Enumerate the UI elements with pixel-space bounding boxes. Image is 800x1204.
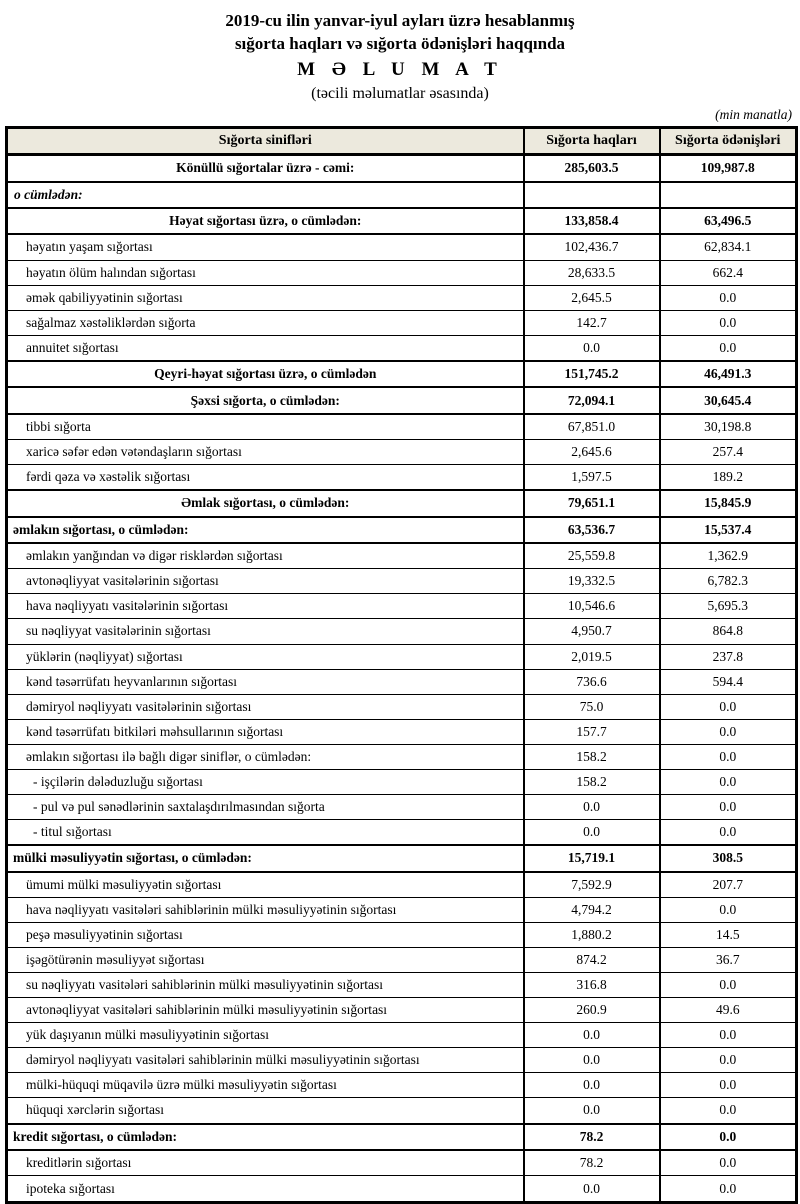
- payments-cell: 109,987.8: [660, 155, 797, 182]
- premiums-cell: 874.2: [524, 947, 660, 972]
- table-row: [7, 208, 797, 234]
- insurance-class-cell: Könüllü sığortalar üzrə - cəmi:: [7, 155, 524, 182]
- insurance-class-cell: avtonəqliyyat vasitələrinin sığortası: [7, 569, 524, 594]
- insurance-class-cell: ipoteka sığortası: [7, 1176, 524, 1203]
- table-header: [7, 128, 797, 155]
- payments-cell: 30,645.4: [660, 387, 797, 413]
- insurance-class-cell: tibbi sığorta: [7, 414, 524, 440]
- table-row: [7, 1124, 797, 1150]
- insurance-class-cell: peşə məsuliyyətinin sığortası: [7, 922, 524, 947]
- premiums-cell: 79,651.1: [524, 490, 660, 516]
- payments-cell: 30,198.8: [660, 414, 797, 440]
- payments-cell: 0.0: [660, 744, 797, 769]
- premiums-cell: 28,633.5: [524, 260, 660, 285]
- payments-cell: 0.0: [660, 694, 797, 719]
- table-row: [7, 569, 797, 594]
- header-insurance-classes: Sığorta sinifləri: [7, 128, 524, 155]
- insurance-class-cell: həyatın yaşam sığortası: [7, 234, 524, 260]
- premiums-cell: 142.7: [524, 310, 660, 335]
- table-row: [7, 794, 797, 819]
- table-row: [7, 543, 797, 569]
- payments-cell: 15,537.4: [660, 517, 797, 543]
- premiums-cell: 72,094.1: [524, 387, 660, 413]
- table-row: [7, 1098, 797, 1124]
- insurance-class-cell: işəgötürənin məsuliyyət sığortası: [7, 947, 524, 972]
- insurance-class-cell: annuitet sığortası: [7, 335, 524, 361]
- insurance-class-cell: dəmiryol nəqliyyatı vasitələrinin sığortası: [7, 694, 524, 719]
- premiums-cell: 4,950.7: [524, 619, 660, 644]
- insurance-class-cell: ümumi mülki məsuliyyətin sığortası: [7, 872, 524, 898]
- title-line-3: M Ə L U M A T: [297, 59, 503, 80]
- table-row: [7, 769, 797, 794]
- payments-cell: 207.7: [660, 872, 797, 898]
- title-line-4: (təcili məlumatlar əsasında): [311, 85, 489, 102]
- table-row: [7, 719, 797, 744]
- payments-cell: 257.4: [660, 440, 797, 465]
- payments-cell: 189.2: [660, 465, 797, 491]
- premiums-cell: 0.0: [524, 819, 660, 845]
- table-row: [7, 872, 797, 898]
- insurance-class-cell: Qeyri-həyat sığortası üzrə, o cümlədən: [7, 361, 524, 387]
- premiums-cell: 0.0: [524, 1023, 660, 1048]
- insurance-class-cell: əmlakın yanğından və digər risklərdən sığortası: [7, 543, 524, 569]
- payments-cell: [660, 182, 797, 208]
- table-row: [7, 1048, 797, 1073]
- payments-cell: 308.5: [660, 845, 797, 871]
- table-row: [7, 819, 797, 845]
- premiums-cell: 1,880.2: [524, 922, 660, 947]
- payments-cell: 0.0: [660, 1176, 797, 1203]
- premiums-cell: 7,592.9: [524, 872, 660, 898]
- insurance-class-cell: avtonəqliyyat vasitələri sahiblərinin mülki məsuliyyətinin sığortası: [7, 998, 524, 1023]
- insurance-class-cell: fərdi qəza və xəstəlik sığortası: [7, 465, 524, 491]
- table-row: [7, 744, 797, 769]
- table-row: [7, 285, 797, 310]
- premiums-cell: 0.0: [524, 794, 660, 819]
- table-row: [7, 644, 797, 669]
- premiums-cell: 25,559.8: [524, 543, 660, 569]
- table-row: [7, 619, 797, 644]
- premiums-cell: 0.0: [524, 1176, 660, 1203]
- premiums-cell: 316.8: [524, 972, 660, 997]
- insurance-class-cell: Həyat sığortası üzrə, o cümlədən:: [7, 208, 524, 234]
- table-row: [7, 694, 797, 719]
- table-row: [7, 361, 797, 387]
- payments-cell: 0.0: [660, 1073, 797, 1098]
- payments-cell: 0.0: [660, 719, 797, 744]
- header-premiums: Sığorta haqları: [524, 128, 660, 155]
- payments-cell: 237.8: [660, 644, 797, 669]
- table-row: [7, 517, 797, 543]
- table-row: [7, 387, 797, 413]
- insurance-class-cell: kənd təsərrüfatı heyvanlarının sığortası: [7, 669, 524, 694]
- payments-cell: 864.8: [660, 619, 797, 644]
- header-payments: Sığorta ödənişləri: [660, 128, 797, 155]
- insurance-class-cell: dəmiryol nəqliyyatı vasitələri sahiblərinin mülki məsuliyyətinin sığortası: [7, 1048, 524, 1073]
- insurance-class-cell: - pul və pul sənədlərinin saxtalaşdırılmasından sığorta: [7, 794, 524, 819]
- premiums-cell: 102,436.7: [524, 234, 660, 260]
- insurance-class-cell: Şəxsi sığorta, o cümlədən:: [7, 387, 524, 413]
- premiums-cell: 0.0: [524, 335, 660, 361]
- payments-cell: 1,362.9: [660, 543, 797, 569]
- premiums-cell: 67,851.0: [524, 414, 660, 440]
- insurance-class-cell: mülki məsuliyyətin sığortası, o cümlədən:: [7, 845, 524, 871]
- insurance-class-cell: - işçilərin dələduzluğu sığortası: [7, 769, 524, 794]
- premiums-cell: 0.0: [524, 1098, 660, 1124]
- premiums-cell: 75.0: [524, 694, 660, 719]
- payments-cell: 0.0: [660, 897, 797, 922]
- payments-cell: 0.0: [660, 1098, 797, 1124]
- table-row: [7, 998, 797, 1023]
- premiums-cell: 2,645.6: [524, 440, 660, 465]
- header-row: [7, 128, 797, 155]
- document-title: [0, 0, 800, 105]
- payments-cell: 49.6: [660, 998, 797, 1023]
- premiums-cell: [524, 182, 660, 208]
- premiums-cell: 260.9: [524, 998, 660, 1023]
- payments-cell: 36.7: [660, 947, 797, 972]
- table-row: [7, 922, 797, 947]
- payments-cell: 0.0: [660, 769, 797, 794]
- payments-cell: 0.0: [660, 1150, 797, 1176]
- title-line-1: 2019-cu ilin yanvar-iyul ayları üzrə hesablanmış: [225, 11, 575, 30]
- payments-cell: 0.0: [660, 1023, 797, 1048]
- title-line-2: sığorta haqları və sığorta ödənişləri haqqında: [234, 34, 566, 53]
- table-row: [7, 414, 797, 440]
- payments-cell: 0.0: [660, 794, 797, 819]
- premiums-cell: 4,794.2: [524, 897, 660, 922]
- table-row: [7, 155, 797, 182]
- premiums-cell: 151,745.2: [524, 361, 660, 387]
- payments-cell: 0.0: [660, 335, 797, 361]
- table-row: [7, 897, 797, 922]
- premiums-cell: 157.7: [524, 719, 660, 744]
- premiums-cell: 285,603.5: [524, 155, 660, 182]
- payments-cell: 0.0: [660, 285, 797, 310]
- payments-cell: 0.0: [660, 1048, 797, 1073]
- insurance-class-cell: əmək qabiliyyətinin sığortası: [7, 285, 524, 310]
- premiums-cell: 63,536.7: [524, 517, 660, 543]
- insurance-class-cell: hava nəqliyyatı vasitələri sahiblərinin mülki məsuliyyətinin sığortası: [7, 897, 524, 922]
- table-row: [7, 335, 797, 361]
- unit-note: (min manatla): [715, 107, 792, 122]
- insurance-class-cell: Əmlak sığortası, o cümlədən:: [7, 490, 524, 516]
- insurance-class-cell: mülki-hüquqi müqavilə üzrə mülki məsuliyyətin sığortası: [7, 1073, 524, 1098]
- payments-cell: 62,834.1: [660, 234, 797, 260]
- table-row: [7, 972, 797, 997]
- payments-cell: 0.0: [660, 310, 797, 335]
- table-row: [7, 594, 797, 619]
- premiums-cell: 0.0: [524, 1073, 660, 1098]
- insurance-class-cell: həyatın ölüm halından sığortası: [7, 260, 524, 285]
- payments-cell: 5,695.3: [660, 594, 797, 619]
- insurance-class-cell: sağalmaz xəstəliklərdən sığorta: [7, 310, 524, 335]
- insurance-class-cell: su nəqliyyatı vasitələri sahiblərinin mülki məsuliyyətinin sığortası: [7, 972, 524, 997]
- payments-cell: 46,491.3: [660, 361, 797, 387]
- table-row: [7, 1150, 797, 1176]
- payments-cell: 0.0: [660, 1124, 797, 1150]
- payments-cell: 0.0: [660, 972, 797, 997]
- table-row: [7, 465, 797, 491]
- table-row: [7, 260, 797, 285]
- payments-cell: 594.4: [660, 669, 797, 694]
- table-row: [7, 845, 797, 871]
- payments-cell: 14.5: [660, 922, 797, 947]
- table-row: [7, 310, 797, 335]
- premiums-cell: 78.2: [524, 1150, 660, 1176]
- premiums-cell: 19,332.5: [524, 569, 660, 594]
- insurance-class-cell: xaricə səfər edən vətəndaşların sığortası: [7, 440, 524, 465]
- table-row: [7, 1176, 797, 1203]
- table-row: [7, 947, 797, 972]
- insurance-class-cell: su nəqliyyat vasitələrinin sığortası: [7, 619, 524, 644]
- insurance-class-cell: hüquqi xərclərin sığortası: [7, 1098, 524, 1124]
- payments-cell: 15,845.9: [660, 490, 797, 516]
- premiums-cell: 2,019.5: [524, 644, 660, 669]
- insurance-class-cell: kreditlərin sığortası: [7, 1150, 524, 1176]
- insurance-class-cell: yük daşıyanın mülki məsuliyyətinin sığortası: [7, 1023, 524, 1048]
- insurance-table: [5, 126, 798, 1204]
- insurance-class-cell: kənd təsərrüfatı bitkiləri məhsullarının sığortası: [7, 719, 524, 744]
- premiums-cell: 736.6: [524, 669, 660, 694]
- insurance-class-cell: o cümlədən:: [7, 182, 524, 208]
- premiums-cell: 1,597.5: [524, 465, 660, 491]
- insurance-class-cell: əmlakın sığortası, o cümlədən:: [7, 517, 524, 543]
- premiums-cell: 0.0: [524, 1048, 660, 1073]
- premiums-cell: 10,546.6: [524, 594, 660, 619]
- insurance-class-cell: əmlakın sığortası ilə bağlı digər siniflər, o cümlədən:: [7, 744, 524, 769]
- premiums-cell: 15,719.1: [524, 845, 660, 871]
- insurance-class-cell: yüklərin (nəqliyyat) sığortası: [7, 644, 524, 669]
- premiums-cell: 78.2: [524, 1124, 660, 1150]
- table-row: [7, 440, 797, 465]
- premiums-cell: 158.2: [524, 744, 660, 769]
- payments-cell: 6,782.3: [660, 569, 797, 594]
- insurance-class-cell: kredit sığortası, o cümlədən:: [7, 1124, 524, 1150]
- payments-cell: 0.0: [660, 819, 797, 845]
- payments-cell: 63,496.5: [660, 208, 797, 234]
- table-row: [7, 669, 797, 694]
- insurance-class-cell: - titul sığortası: [7, 819, 524, 845]
- table-row: [7, 182, 797, 208]
- table-row: [7, 1023, 797, 1048]
- premiums-cell: 133,858.4: [524, 208, 660, 234]
- insurance-class-cell: hava nəqliyyatı vasitələrinin sığortası: [7, 594, 524, 619]
- premiums-cell: 158.2: [524, 769, 660, 794]
- premiums-cell: 2,645.5: [524, 285, 660, 310]
- table-body: [7, 155, 797, 1203]
- payments-cell: 662.4: [660, 260, 797, 285]
- table-row: [7, 1073, 797, 1098]
- table-row: [7, 234, 797, 260]
- table-row: [7, 490, 797, 516]
